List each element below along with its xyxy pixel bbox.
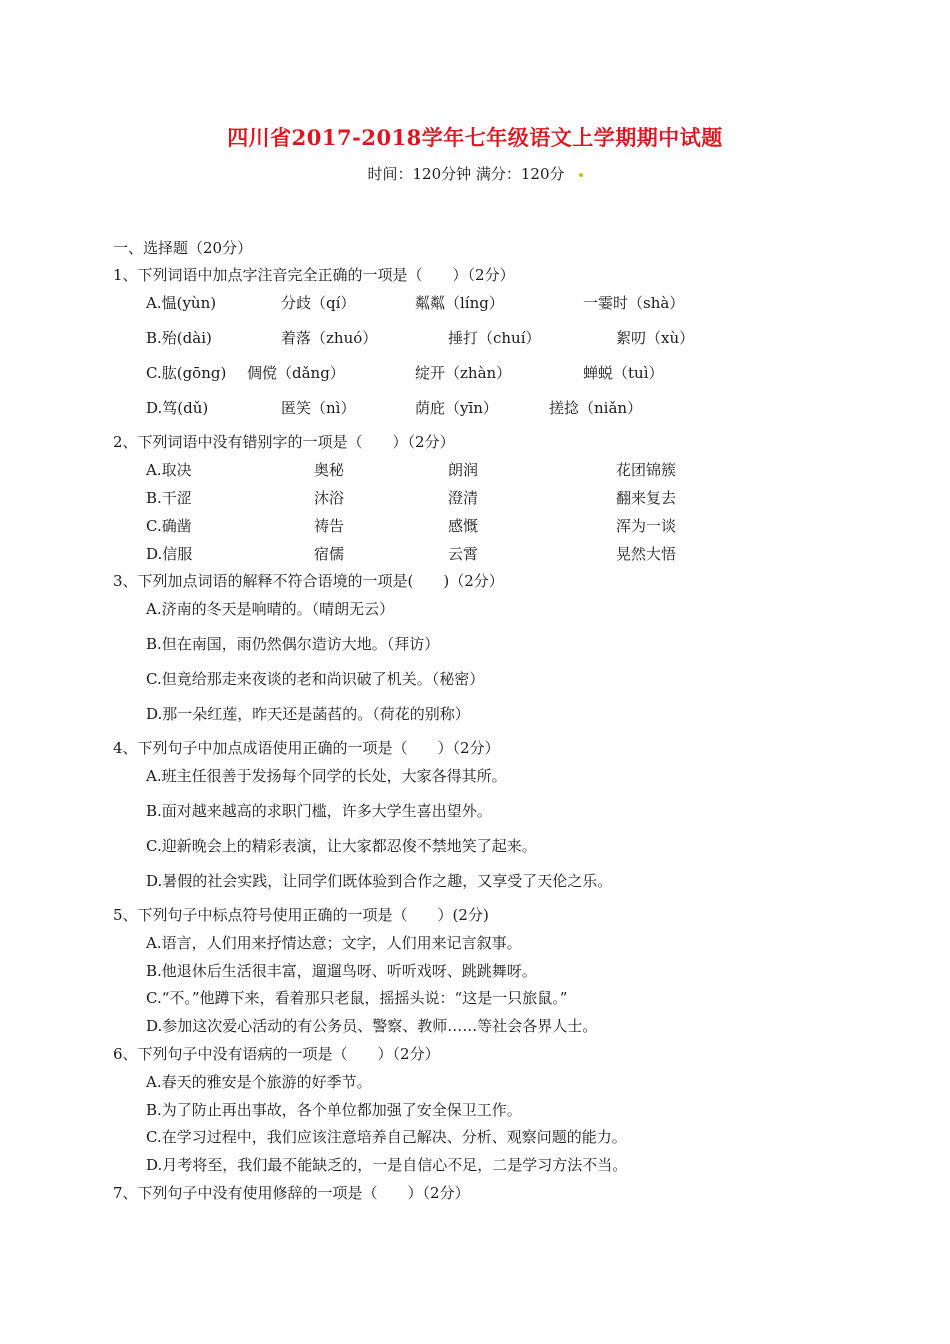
q5-option-b: B.他退休后生活很丰富，遛遛鸟呀、听听戏呀、跳跳舞呀。 [146, 962, 537, 980]
q4-option-c: C.迎新晚会上的精彩表演，让大家都忍俊不禁地笑了起来。 [146, 837, 537, 855]
page-title: 四川省2017-2018学年七年级语文上学期期中试题 [227, 125, 723, 150]
q1-d-2: 匿笑（nì） [281, 399, 356, 417]
q1-b-3: 捶打（chuí） [448, 329, 541, 347]
q1-c-2: 倜傥（dǎng） [247, 364, 345, 382]
q6-option-b: B.为了防止再出事故，各个单位都加强了安全保卫工作。 [146, 1101, 522, 1119]
q5-option-a: A.语言，人们用来抒情达意；文字，人们用来记言叙事。 [146, 934, 522, 952]
dot-mark-icon [579, 173, 583, 177]
q2-b-2: 沐浴 [314, 489, 345, 507]
q2-c-4: 浑为一谈 [616, 517, 677, 535]
question-4-stem: 4、下列句子中加点成语使用正确的一项是（ ）（2分） [113, 739, 500, 757]
q1-d-4: 搓捻（niǎn） [549, 399, 643, 417]
q1-c-3: 绽开（zhàn） [415, 364, 512, 382]
q3-option-c: C.但竟给那走来夜谈的老和尚识破了机关。（秘密） [146, 670, 485, 688]
q1-a-1: A.愠(yùn) [146, 294, 217, 312]
q1-d-3: 荫庇（yīn） [415, 399, 498, 417]
q5-option-d: D.参加这次爱心活动的有公务员、警察、教师……等社会各界人士。 [146, 1017, 598, 1035]
q2-d-2: 宿儒 [314, 545, 345, 563]
q1-c-4: 蝉蜕（tuì） [583, 364, 664, 382]
q2-a-1: A.取决 [146, 461, 192, 479]
q2-a-3: 朗润 [448, 461, 479, 479]
q1-b-4: 絮叨（xù） [616, 329, 695, 347]
exam-info [0, 163, 950, 184]
q4-option-a: A.班主任很善于发扬每个同学的长处，大家各得其所。 [146, 767, 507, 785]
question-7-stem: 7、下列句子中没有使用修辞的一项是（ ）（2分） [113, 1184, 470, 1202]
question-5-stem: 5、下列句子中标点符号使用正确的一项是（ ）(2分) [113, 906, 489, 924]
q1-d-1: D.笃(dǔ) [146, 399, 209, 417]
q4-option-b: B.面对越来越高的求职门槛，许多大学生喜出望外。 [146, 802, 492, 820]
q2-a-4: 花团锦簇 [616, 461, 677, 479]
q3-option-a: A.济南的冬天是响晴的。（晴朗无云） [146, 600, 395, 618]
q1-a-4: 一霎时（shà） [583, 294, 685, 312]
question-2-stem: 2、下列词语中没有错别字的一项是（ ）（2分） [113, 433, 455, 451]
q2-c-2: 祷告 [314, 517, 345, 535]
q6-option-c: C.在学习过程中，我们应该注意培养自己解决、分析、观察问题的能力。 [146, 1128, 627, 1146]
q2-c-3: 感慨 [448, 517, 479, 535]
q4-option-d: D.暑假的社会实践，让同学们既体验到合作之趣，又享受了天伦之乐。 [146, 872, 613, 890]
q2-d-3: 云霄 [448, 545, 479, 563]
q1-c-1: C.肱(gōng) [146, 364, 227, 382]
q2-b-1: B.干涩 [146, 489, 192, 507]
q2-c-1: C.确凿 [146, 517, 192, 535]
q2-a-2: 奥秘 [314, 461, 345, 479]
q2-b-4: 翻来复去 [616, 489, 677, 507]
exam-time-score: 时间：120分钟 满分：120分 [367, 165, 565, 183]
q1-a-2: 分歧（qí） [281, 294, 356, 312]
question-3-stem: 3、下列加点词语的解释不符合语境的一项是( )（2分） [113, 572, 504, 590]
q1-a-3: 粼粼（líng） [415, 294, 504, 312]
q3-option-b: B.但在南国，雨仍然偶尔造访大地。（拜访） [146, 635, 440, 653]
q5-option-c: C.“不。”他蹲下来，看着那只老鼠，摇摇头说：“这是一只旅鼠。” [146, 989, 568, 1007]
q2-b-3: 澄清 [448, 489, 479, 507]
q6-option-d: D.月考将至，我们最不能缺乏的，一是自信心不足，二是学习方法不当。 [146, 1156, 628, 1174]
q1-b-2: 着落（zhuó） [281, 329, 378, 347]
question-1-stem: 1、下列词语中加点字注音完全正确的一项是（ ）（2分） [113, 266, 515, 284]
question-6-stem: 6、下列句子中没有语病的一项是（ ）（2分） [113, 1045, 440, 1063]
q2-d-4: 晃然大悟 [616, 545, 677, 563]
q3-option-d: D.那一朵红莲，昨天还是菡萏的。（荷花的别称） [146, 705, 470, 723]
q1-b-1: B.殆(dài) [146, 329, 212, 347]
section-heading: 一、选择题（20分） [113, 239, 253, 257]
q2-d-1: D.信服 [146, 545, 193, 563]
q6-option-a: A.春天的雅安是个旅游的好季节。 [146, 1073, 372, 1091]
